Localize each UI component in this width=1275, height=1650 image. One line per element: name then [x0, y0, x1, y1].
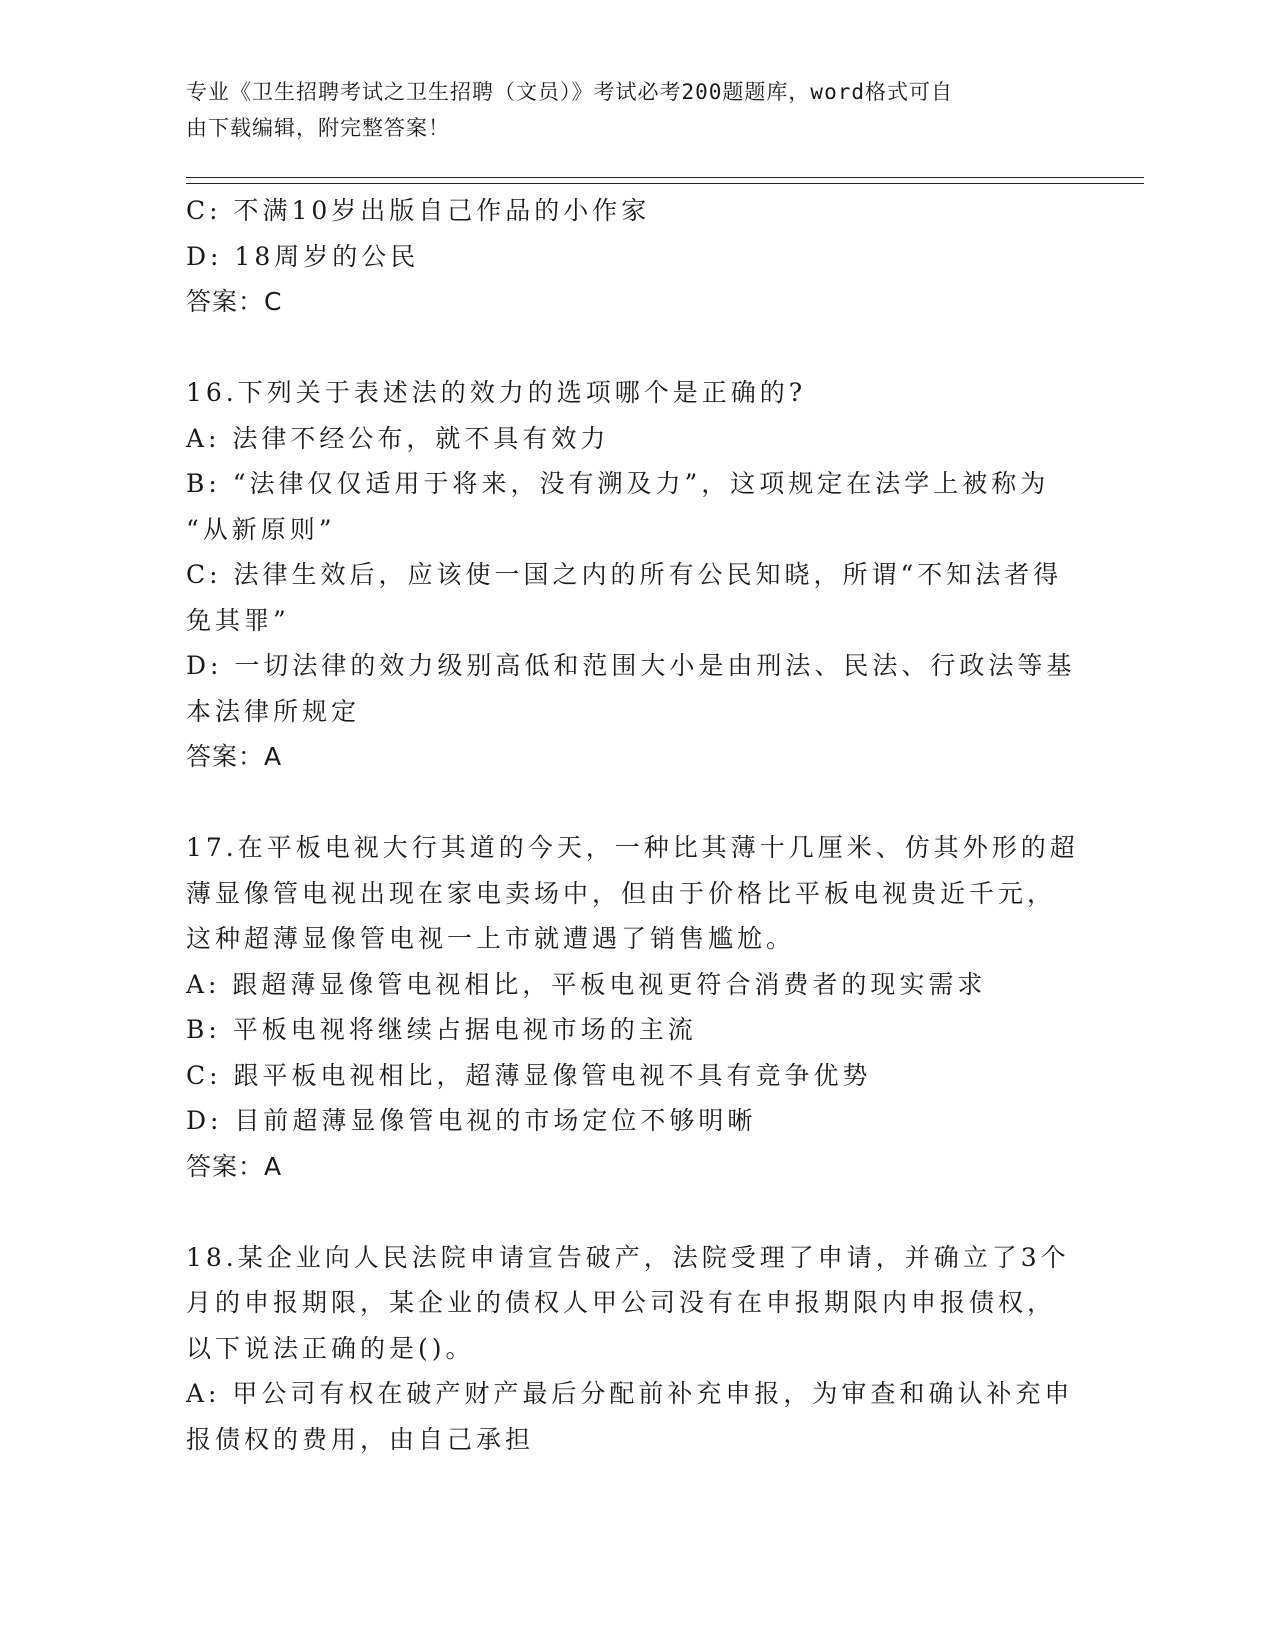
question-stem: 这种超薄显像管电视一上市就遭遇了销售尴尬。 — [186, 924, 796, 953]
question-stem: 以下说法正确的是()。 — [186, 1333, 475, 1363]
option-line: D: 目前超薄显像管电视的市场定位不够明晰 — [186, 1106, 757, 1135]
option-line: 免其罪” — [186, 605, 290, 635]
question-18 — [186, 1235, 1074, 1463]
spacer — [186, 325, 1066, 371]
spacer — [186, 780, 1066, 826]
header-line-1: 专业《卫生招聘考试之卫生招聘（文员）》考试必考200题题库，word格式可自 — [186, 80, 953, 104]
option-line: C: 不满10岁出版自己作品的小作家 — [186, 196, 651, 225]
question-stem: 18.某企业向人民法院申请宣告破产，法院受理了申请，并确立了3个 — [186, 1242, 1070, 1272]
question-stem: 16.下列关于表述法的效力的选项哪个是正确的? — [186, 378, 807, 407]
option-line: 报债权的费用，由自己承担 — [186, 1424, 535, 1454]
option-line: D: 一切法律的效力级别高低和范围大小是由刑法、民法、行政法等基 — [186, 651, 1076, 680]
option-line: “从新原则” — [186, 514, 336, 544]
header-line-2: 由下载编辑，附完整答案！ — [186, 116, 450, 140]
option-line: A: 跟超薄显像管电视相比，平板电视更符合消费者的现实需求 — [186, 969, 987, 999]
question-15-tail — [186, 188, 1066, 325]
document-body — [186, 188, 1079, 1462]
answer-line: 答案：C — [186, 287, 283, 316]
option-line: D: 18周岁的公民 — [186, 241, 420, 271]
question-16 — [186, 370, 1076, 780]
option-line: B: “法律仅仅适用于将来，没有溯及力”，这项规定在法学上被称为 — [186, 469, 1050, 498]
spacer — [186, 1189, 1066, 1235]
option-line: 本法律所规定 — [186, 696, 361, 726]
question-stem: 17.在平板电视大行其道的今天，一种比其薄十几厘米、仿其外形的超 — [186, 833, 1079, 862]
question-stem: 月的申报期限，某企业的债权人甲公司没有在申报期限内申报债权， — [186, 1288, 1057, 1317]
option-line: C: 跟平板电视相比，超薄显像管电视不具有竞争优势 — [186, 1060, 872, 1090]
header-divider-top — [186, 177, 1144, 178]
page-header — [186, 74, 1066, 146]
answer-line: 答案：A — [186, 742, 283, 771]
question-stem: 薄显像管电视出现在家电卖场中，但由于价格比平板电视贵近千元， — [186, 878, 1057, 908]
answer-line: 答案：A — [186, 1151, 283, 1181]
option-line: C: 法律生效后，应该使一国之内的所有公民知晓，所谓“不知法者得 — [186, 560, 1063, 589]
option-line: A: 甲公司有权在破产财产最后分配前补充申报，为审查和确认补充申 — [186, 1379, 1074, 1408]
option-line: A: 法律不经公布，就不具有效力 — [186, 423, 610, 453]
option-line: B: 平板电视将继续占据电视市场的主流 — [186, 1015, 697, 1044]
question-17 — [186, 825, 1079, 1189]
header-divider-bottom — [186, 183, 1144, 184]
